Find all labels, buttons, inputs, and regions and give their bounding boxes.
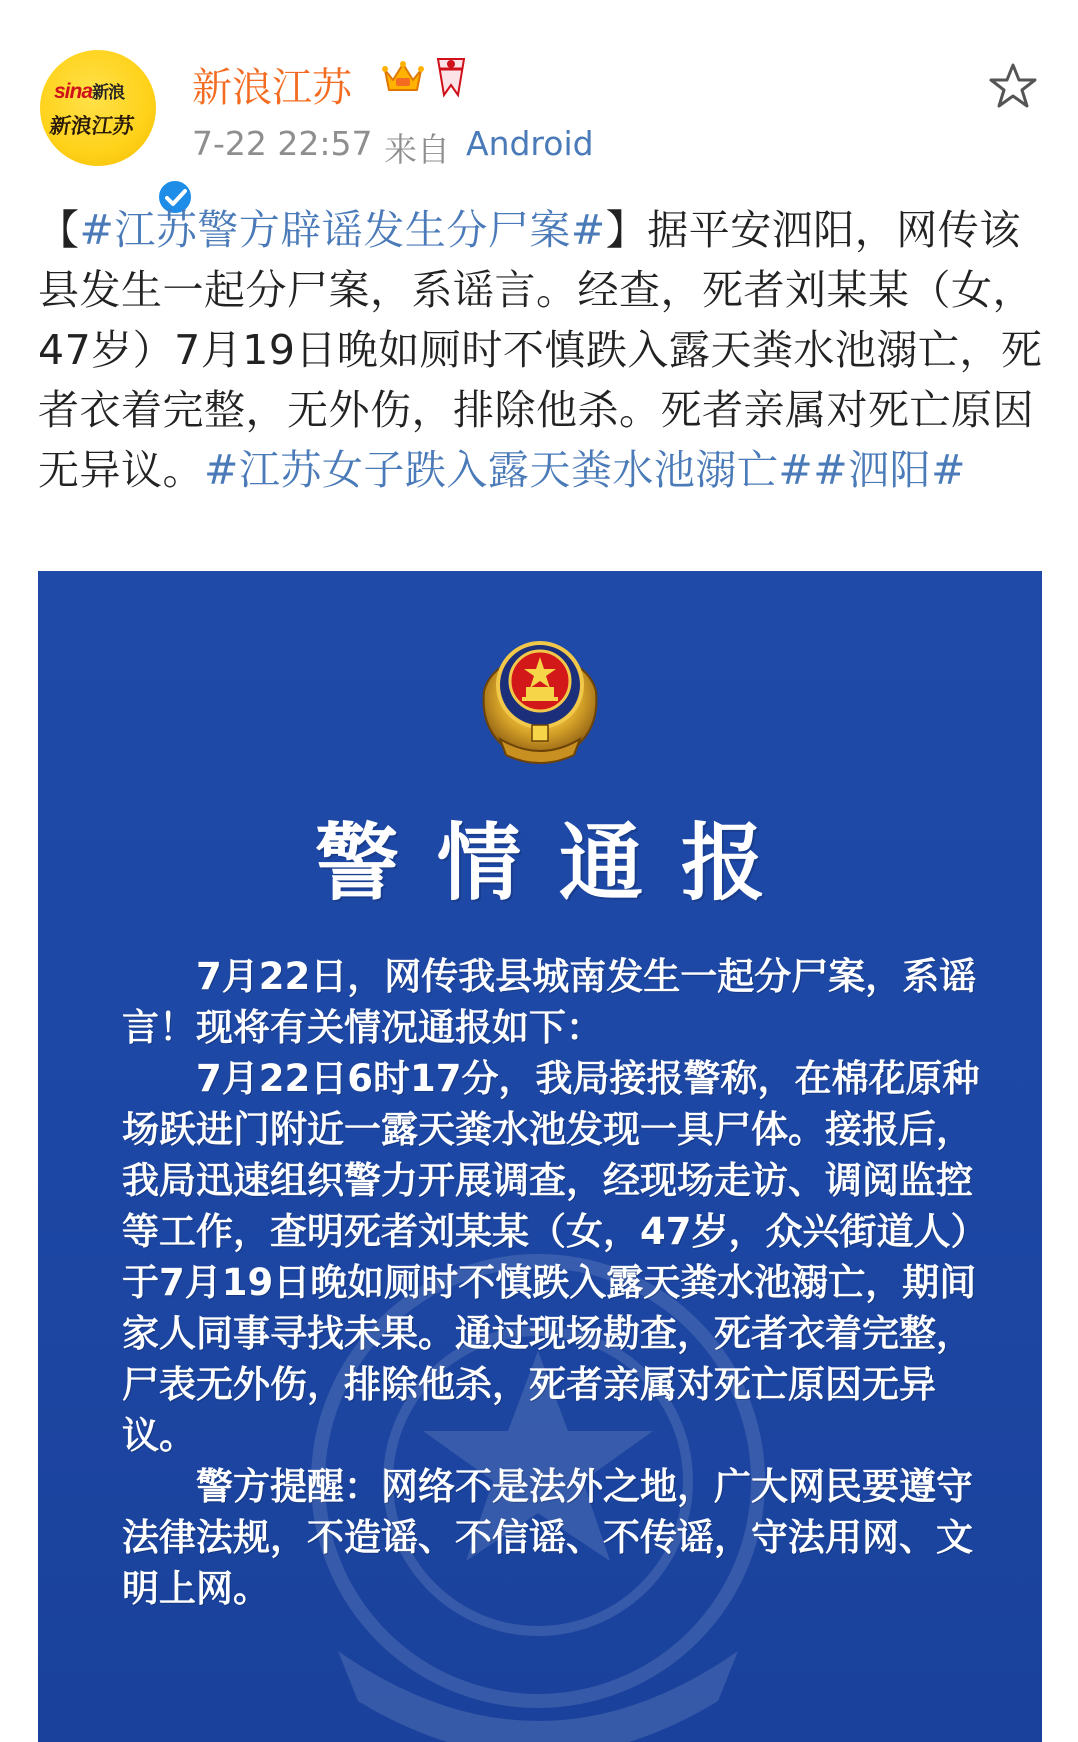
notice-body — [122, 951, 1002, 1614]
post-source-prefix: 来自 — [384, 130, 450, 169]
avatar-logo-latin: sina — [54, 80, 93, 103]
notice-title: 警情通报 — [314, 814, 803, 912]
avatar-calligraphy: 新浪江苏 — [48, 113, 136, 138]
bracket-close: 】 — [605, 206, 648, 254]
hashtag-link[interactable]: #江苏女子跌入露天粪水池溺亡# — [204, 446, 814, 494]
notice-paragraph: 警方提醒：网络不是法外之地，广大网民要遵守法律法规，不造谣、不信谣、不传谣，守法用网、文明上网。 — [122, 1465, 973, 1610]
avatar[interactable] — [40, 50, 156, 166]
hashtag-link[interactable]: #泗阳# — [813, 446, 966, 494]
notice-paragraph: 7月22日6时17分，我局接报警称，在棉花原种场跃进门附近一露天粪水池发现一具尸体。接报后，我局迅速组织警力开展调查，经现场走访、调阅监控等工作，查明死者刘某某（女，47岁，众兴街道人）于7月19日晚如厕时不慎跌入露天粪水池溺亡，期间家人同事寻找未果。通过现场勘查，死者衣着完整，尸表无外伤，排除他杀，死者亲属对死亡原因无异议。 — [122, 1057, 988, 1457]
avatar-logo — [54, 78, 124, 104]
police-emblem-icon — [470, 621, 610, 771]
post-time: 7-22 22:57 — [192, 124, 373, 163]
post-text — [38, 200, 1048, 500]
star-outline-icon[interactable] — [988, 62, 1038, 114]
post-body-text: 据平安泗阳，网传该县发生一起分尸案，系谣言。经查，死者刘某某（女，47岁）7月19日晚如厕时不慎跌入露天粪水池溺亡，死者衣着完整，无外伤，排除他杀。死者亲属对死亡原因无异议。 — [38, 206, 1043, 494]
hashtag-link[interactable]: #江苏警方辟谣发生分尸案# — [79, 206, 606, 254]
ribbon-icon — [432, 55, 470, 103]
post-source-link[interactable]: Android — [466, 124, 594, 163]
crown-icon — [382, 60, 424, 98]
bracket-open: 【 — [38, 206, 80, 254]
notice-paragraph: 7月22日，网传我县城南发生一起分尸案，系谣言！现将有关情况通报如下： — [122, 955, 977, 1049]
account-name[interactable]: 新浪江苏 — [192, 65, 352, 111]
avatar-logo-cn: 新浪 — [92, 83, 125, 102]
post-image[interactable] — [38, 571, 1042, 1742]
